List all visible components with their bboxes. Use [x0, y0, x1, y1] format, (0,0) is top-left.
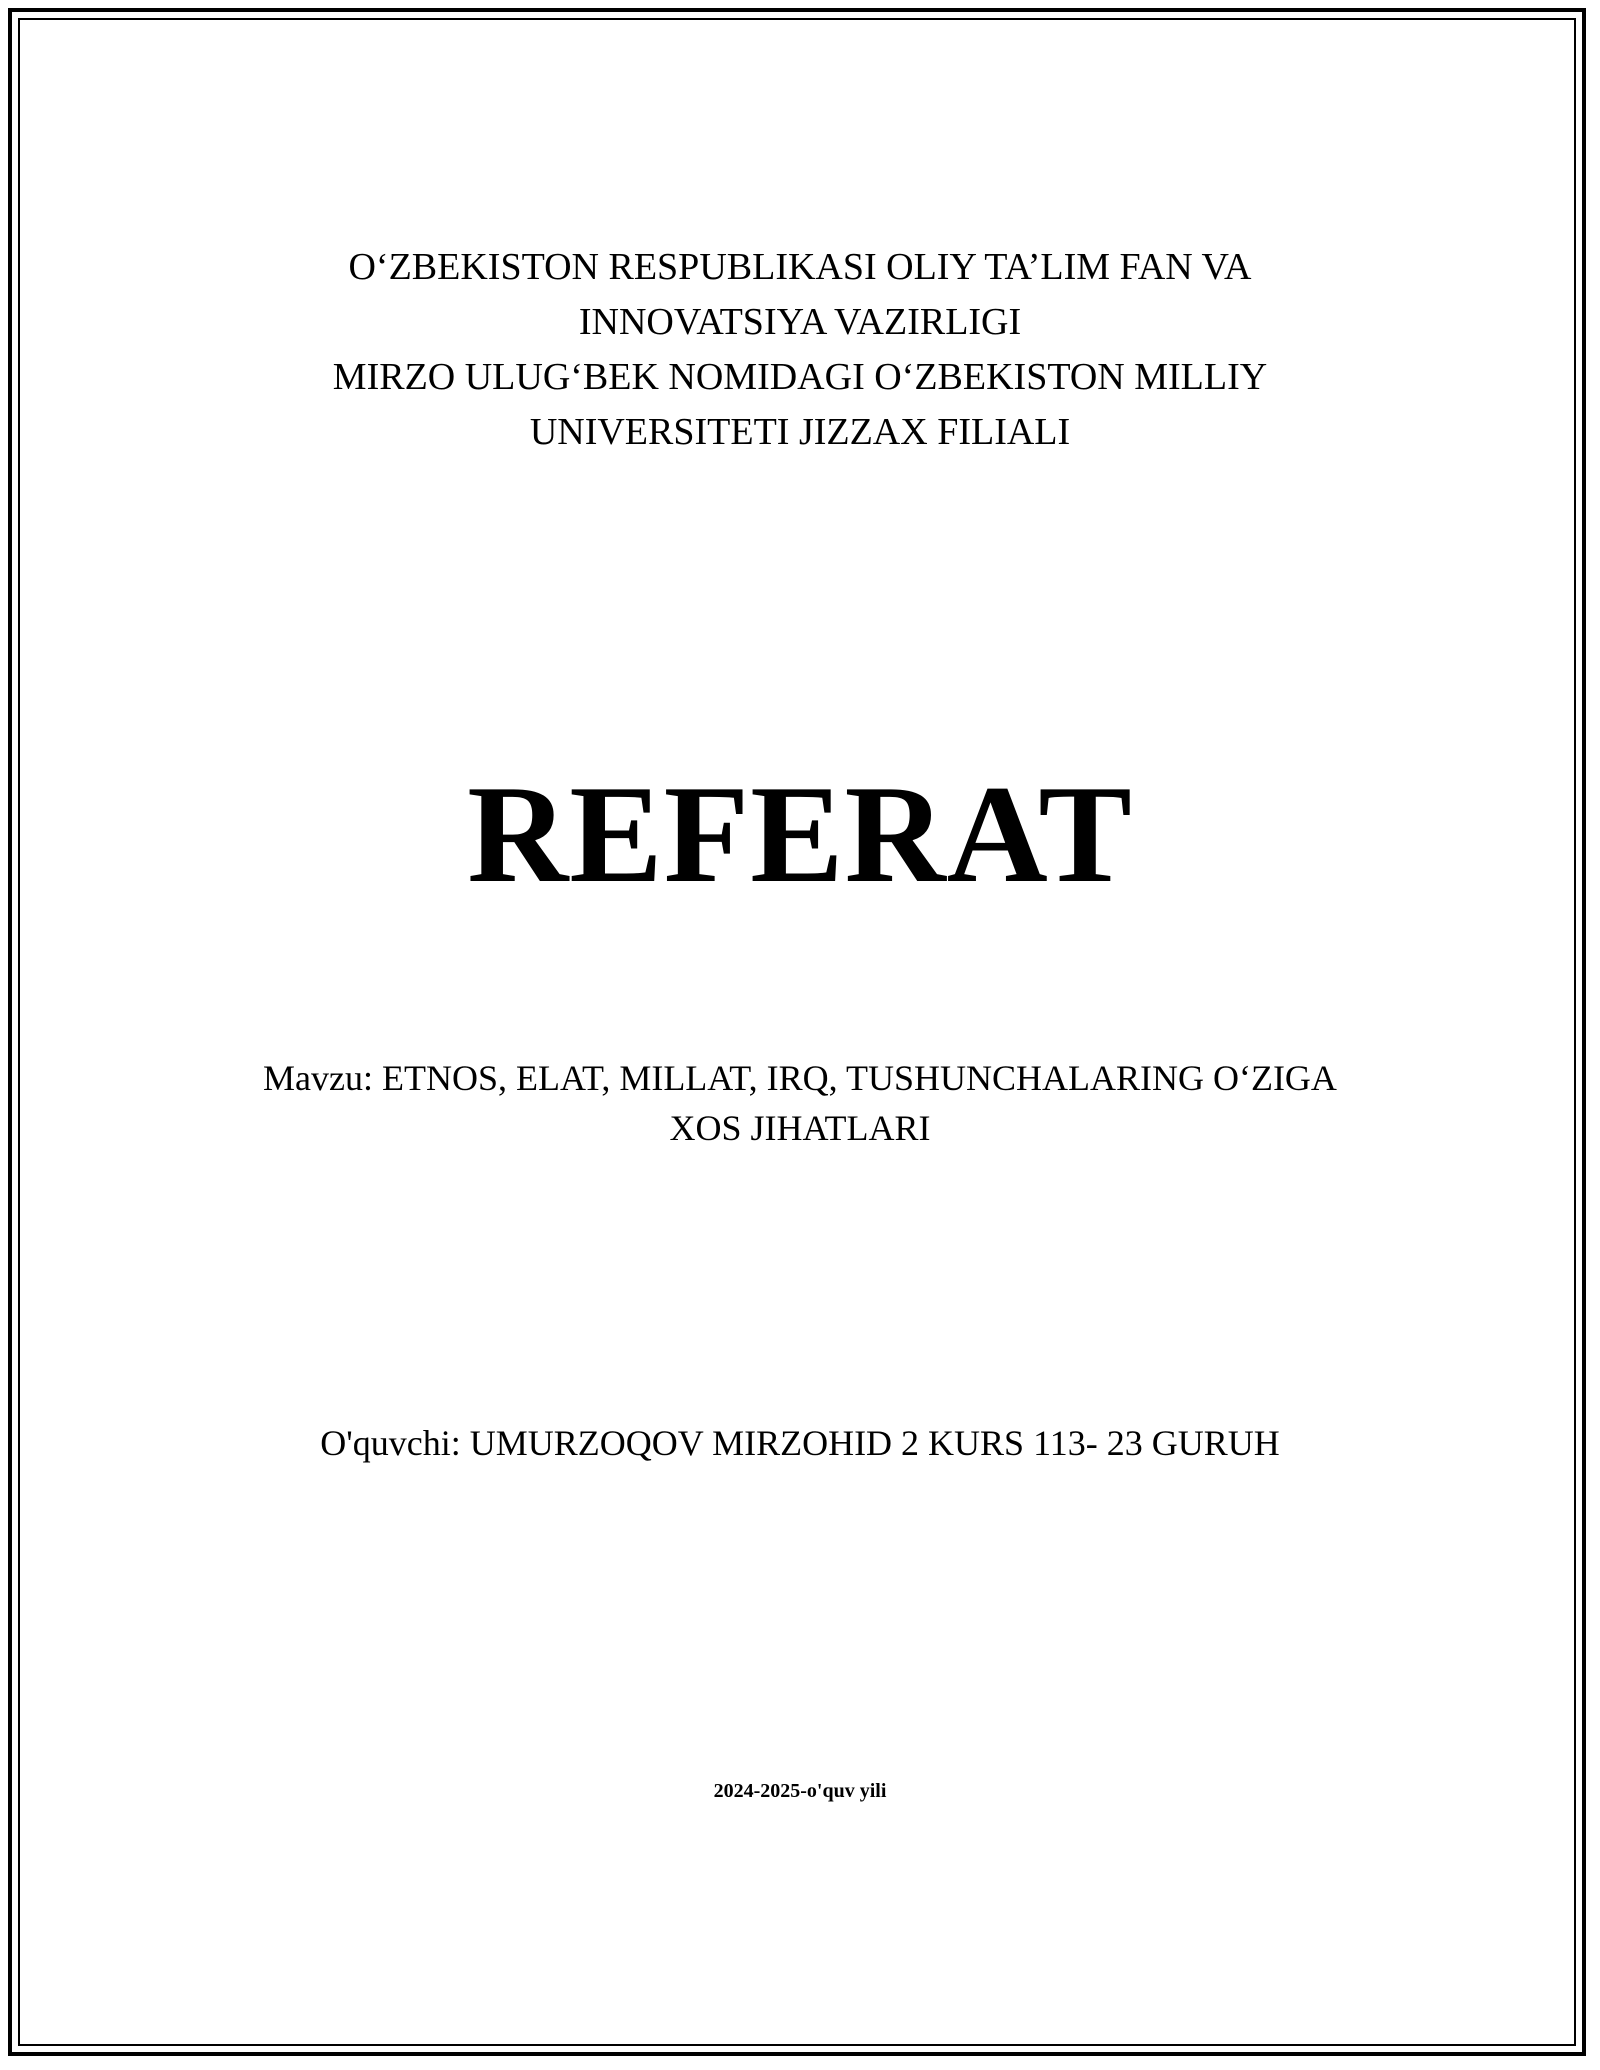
header-line-4: UNIVERSITETI JIZZAX FILIALI — [529, 411, 1071, 453]
document-title: REFERAT — [467, 757, 1133, 912]
header-line-1: O‘ZBEKISTON RESPUBLIKASI OLIY TA’LIM FAN VA — [348, 246, 1252, 288]
topic-line-1: Mavzu: ETNOS, ELAT, MILLAT, IRQ, TUSHUNCHALARING O‘ZIGA — [263, 1058, 1337, 1098]
academic-year: 2024-2025-o'quv yili — [713, 1780, 887, 1802]
topic-line-2: XOS JIHATLARI — [669, 1108, 931, 1148]
student-info: O'quvchi: UMURZOQOV MIRZOHID 2 KURS 113- 23 GURUH — [320, 1423, 1280, 1463]
header-line-2: INNOVATSIYA VAZIRLIGI — [578, 301, 1022, 343]
topic-block — [0, 1053, 1600, 1153]
institution-header — [0, 240, 1600, 460]
header-line-3: MIRZO ULUG‘BEK NOMIDAGI O‘ZBEKISTON MILLIY — [332, 356, 1268, 398]
